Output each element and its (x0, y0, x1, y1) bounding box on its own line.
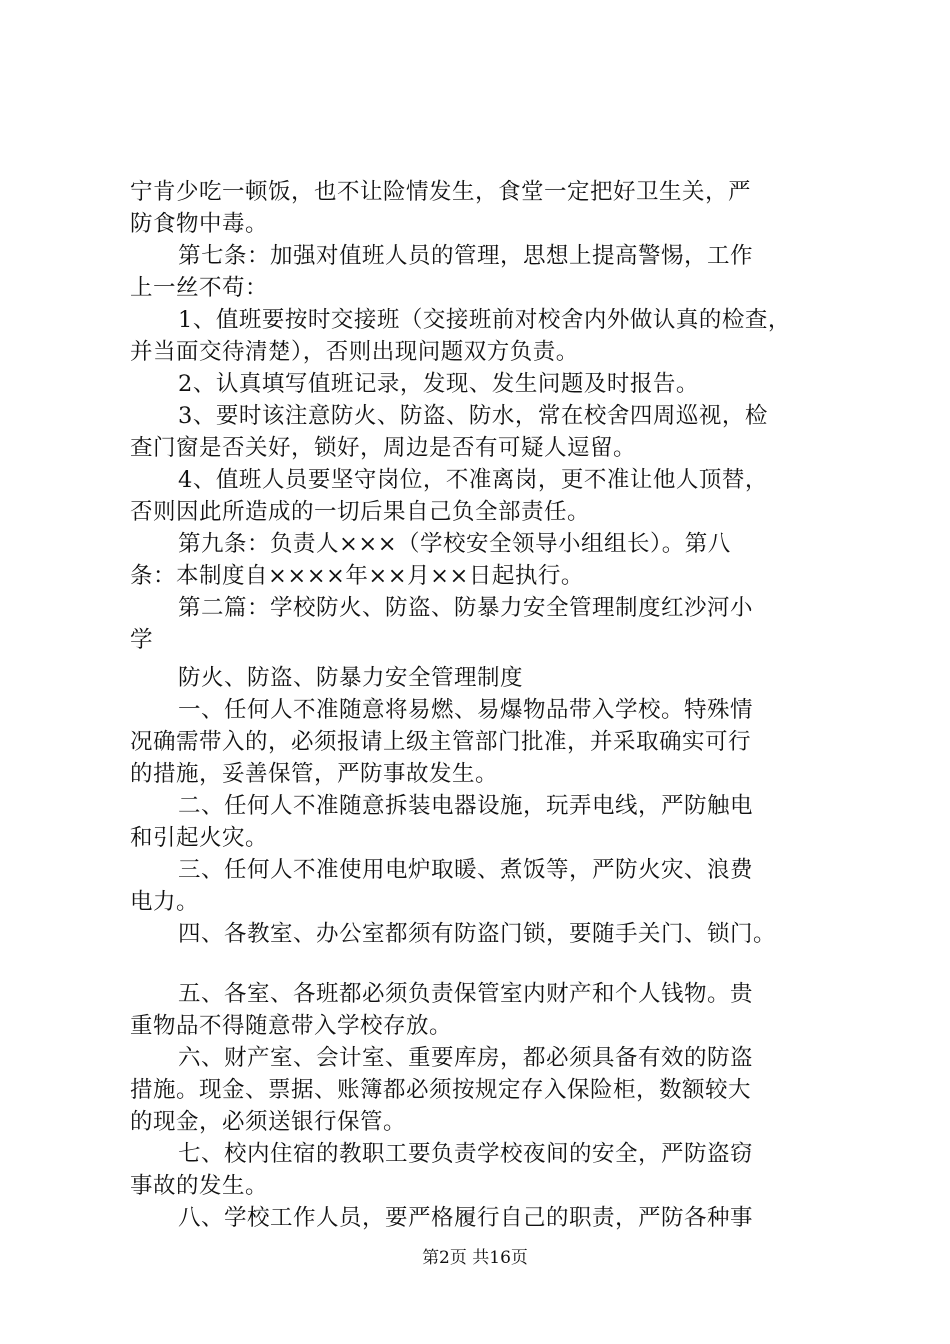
text-line: 第二篇：学校防火、防盗、防暴力安全管理制度红沙河小 (178, 595, 754, 621)
text-line: 五、各室、各班都必须负责保管室内财产和个人钱物。贵 (178, 981, 754, 1007)
text-line: 一、任何人不准随意将易燃、易爆物品带入学校。特殊情 (178, 697, 754, 723)
text-line: 2、认真填写值班记录，发现、发生问题及时报告。 (178, 371, 699, 397)
text-line: 的措施，妥善保管，严防事故发生。 (130, 761, 499, 787)
text-line: 查门窗是否关好，锁好，周边是否有可疑人逗留。 (130, 435, 637, 461)
text-line: 第九条：负责人×××（学校安全领导小组组长）。第八 (178, 531, 731, 557)
text-line: 七、校内住宿的教职工要负责学校夜间的安全，严防盗窃 (178, 1141, 754, 1167)
text-line: 第七条：加强对值班人员的管理，思想上提高警惕，工作 (178, 243, 754, 269)
text-line: 八、学校工作人员，要严格履行自己的职责，严防各种事 (178, 1205, 754, 1231)
text-line: 条：本制度自××××年××月××日起执行。 (130, 563, 584, 589)
text-line: 三、任何人不准使用电炉取暖、煮饭等，严防火灾、浪费 (178, 857, 754, 883)
text-line: 上一丝不苟： (130, 275, 269, 301)
text-line: 事故的发生。 (130, 1173, 269, 1199)
page-number-footer: 第2页 共16页 (422, 1248, 528, 1268)
text-line: 措施。现金、票据、账簿都必须按规定存入保险柜，数额较大 (130, 1077, 752, 1103)
text-line: 否则因此所造成的一切后果自己负全部责任。 (130, 499, 591, 525)
document-body (130, 176, 830, 1234)
text-line: 况确需带入的，必须报请上级主管部门批准，并采取确实可行 (130, 729, 752, 755)
text-line: 宁肯少吃一顿饭，也不让险情发生，食堂一定把好卫生关，严 (130, 179, 752, 205)
text-line: 的现金，必须送银行保管。 (130, 1109, 407, 1135)
text-line: 重物品不得随意带入学校存放。 (130, 1013, 453, 1039)
text-line: 六、财产室、会计室、重要库房，都必须具备有效的防盗 (178, 1045, 754, 1071)
text-line: 1、值班要按时交接班（交接班前对校舍内外做认真的检查， (178, 307, 791, 333)
text-line: 二、任何人不准随意拆装电器设施，玩弄电线，严防触电 (178, 793, 754, 819)
text-line: 和引起火灾。 (130, 825, 269, 851)
text-line: 并当面交待清楚），否则出现问题双方负责。 (130, 339, 579, 365)
text-line: 学 (130, 627, 154, 653)
text-line: 电力。 (130, 889, 200, 915)
text-line: 防食物中毒。 (130, 211, 269, 237)
section-heading: 防火、防盗、防暴力安全管理制度 (178, 665, 524, 691)
text-line: 4、值班人员要坚守岗位，不准离岗，更不准让他人顶替， (178, 467, 768, 493)
text-line: 3、要时该注意防火、防盗、防水，常在校舍四周巡视，检 (178, 403, 768, 429)
text-line: 四、各教室、办公室都须有防盗门锁，要随手关门、锁门。 (178, 921, 777, 947)
